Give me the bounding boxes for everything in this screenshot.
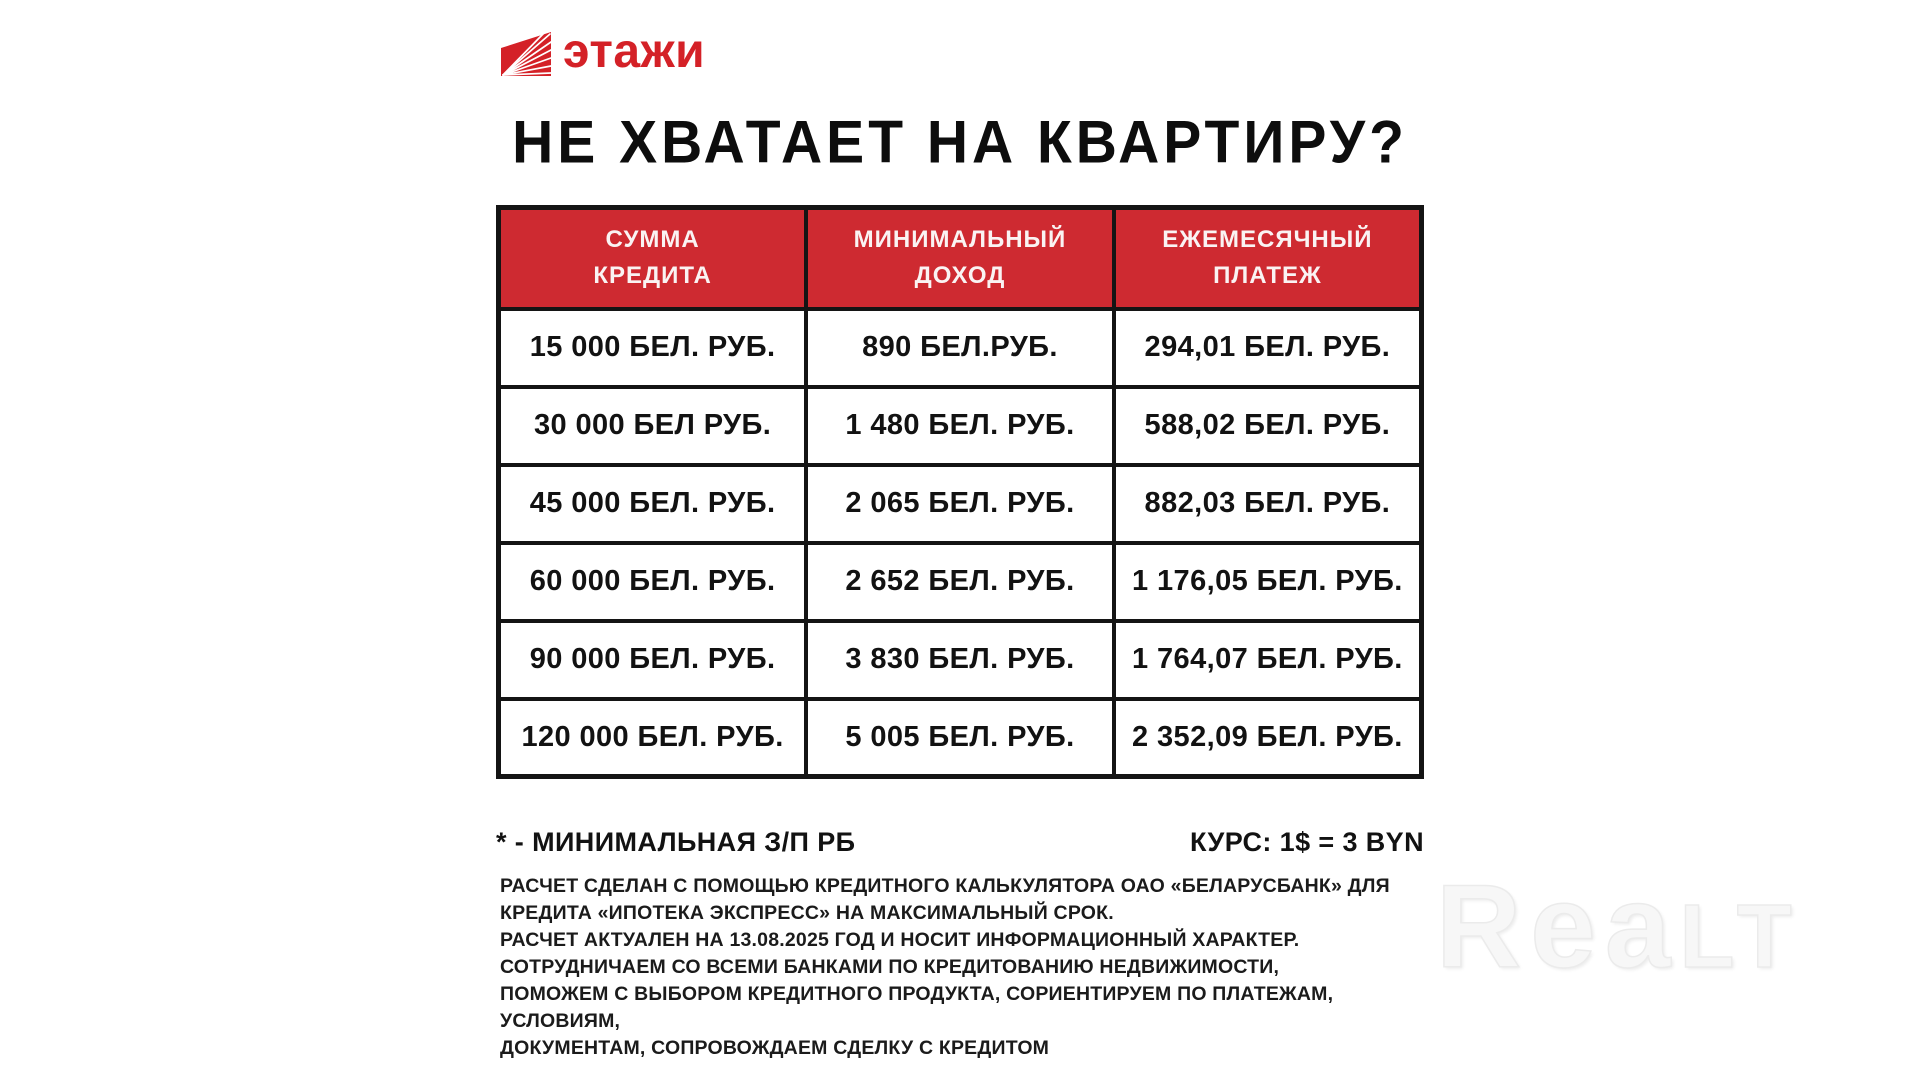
disclaimer-line: РАСЧЕТ СДЕЛАН С ПОМОЩЬЮ КРЕДИТНОГО КАЛЬКУЛЯТОРА ОАО «БЕЛАРУСБАНК» ДЛЯ — [500, 875, 1390, 897]
disclaimer-line: КРЕДИТА «ИПОТЕКА ЭКСПРЕСС» НА МАКСИМАЛЬНЫЙ СРОК. — [500, 902, 1114, 924]
cell-credit-sum: 60 000 БЕЛ. РУБ. — [499, 543, 807, 621]
cell-credit-sum: 120 000 БЕЛ. РУБ. — [499, 699, 807, 777]
disclaimer-line: УСЛОВИЯМ, — [500, 1010, 621, 1032]
cell-min-income: 2 652 БЕЛ. РУБ. — [806, 543, 1114, 621]
table-row — [499, 699, 1422, 777]
cell-monthly-payment: 588,02 БЕЛ. РУБ. — [1114, 387, 1422, 465]
table-row — [499, 543, 1422, 621]
col-header-line: ПЛАТЕЖ — [1213, 262, 1322, 290]
house-icon — [500, 31, 552, 77]
col-header-monthly-payment — [1114, 208, 1422, 309]
col-header-line: ДОХОД — [914, 262, 1006, 290]
cell-min-income: 2 065 БЕЛ. РУБ. — [806, 465, 1114, 543]
table-row — [499, 387, 1422, 465]
table-row — [499, 309, 1422, 387]
col-header-line: МИНИМАЛЬНЫЙ — [853, 226, 1067, 254]
cell-credit-sum: 45 000 БЕЛ. РУБ. — [499, 465, 807, 543]
cell-monthly-payment: 2 352,09 БЕЛ. РУБ. — [1114, 699, 1422, 777]
cell-monthly-payment: 1 764,07 БЕЛ. РУБ. — [1114, 621, 1422, 699]
page-title: НЕ ХВАТАЕТ НА КВАРТИРУ? — [512, 109, 1408, 177]
cell-monthly-payment: 1 176,05 БЕЛ. РУБ. — [1114, 543, 1422, 621]
watermark-text-main: Rea — [1436, 861, 1680, 993]
etazhi-logo — [500, 25, 706, 80]
disclaimer-line: ДОКУМЕНТАМ, СОПРОВОЖДАЕМ СДЕЛКУ С КРЕДИТОМ — [500, 1037, 1050, 1059]
footnote-row — [496, 827, 1424, 858]
logo-wordmark: этажи — [563, 25, 706, 78]
credit-table-body — [499, 309, 1422, 777]
footnote-min-salary: * - МИНИМАЛЬНАЯ З/П РБ — [496, 827, 856, 857]
cell-credit-sum: 15 000 БЕЛ. РУБ. — [499, 309, 807, 387]
cell-monthly-payment: 294,01 БЕЛ. РУБ. — [1114, 309, 1422, 387]
realt-watermark — [1436, 861, 1801, 993]
col-header-credit-sum — [499, 208, 807, 309]
watermark-text-tail: LT — [1679, 887, 1801, 987]
disclaimer-line: РАСЧЕТ АКТУАЛЕН НА 13.08.2025 ГОД И НОСИТ ИНФОРМАЦИОННЫЙ ХАРАКТЕР. — [500, 929, 1300, 951]
header-row — [499, 208, 1422, 309]
col-header-line: ЕЖЕМЕСЯЧНЫЙ — [1162, 226, 1373, 254]
disclaimer-text — [500, 873, 1490, 1062]
col-header-line: КРЕДИТА — [593, 262, 712, 290]
credit-table-header — [499, 208, 1422, 309]
col-header-min-income — [806, 208, 1114, 309]
table-row — [499, 621, 1422, 699]
cell-credit-sum: 30 000 БЕЛ РУБ. — [499, 387, 807, 465]
col-header-line: СУММА — [605, 226, 700, 254]
table-row — [499, 465, 1422, 543]
cell-monthly-payment: 882,03 БЕЛ. РУБ. — [1114, 465, 1422, 543]
cell-min-income: 1 480 БЕЛ. РУБ. — [806, 387, 1114, 465]
disclaimer-line: ПОМОЖЕМ С ВЫБОРОМ КРЕДИТНОГО ПРОДУКТА, СОРИЕНТИРУЕМ ПО ПЛАТЕЖАМ, — [500, 983, 1334, 1005]
credit-table — [496, 205, 1424, 779]
footnote-exchange-rate: КУРС: 1$ = 3 BYN — [1189, 827, 1424, 857]
cell-min-income: 890 БЕЛ.РУБ. — [806, 309, 1114, 387]
disclaimer-line: СОТРУДНИЧАЕМ СО ВСЕМИ БАНКАМИ ПО КРЕДИТОВАНИЮ НЕДВИЖИМОСТИ, — [500, 956, 1280, 978]
cell-min-income: 5 005 БЕЛ. РУБ. — [806, 699, 1114, 777]
cell-min-income: 3 830 БЕЛ. РУБ. — [806, 621, 1114, 699]
cell-credit-sum: 90 000 БЕЛ. РУБ. — [499, 621, 807, 699]
